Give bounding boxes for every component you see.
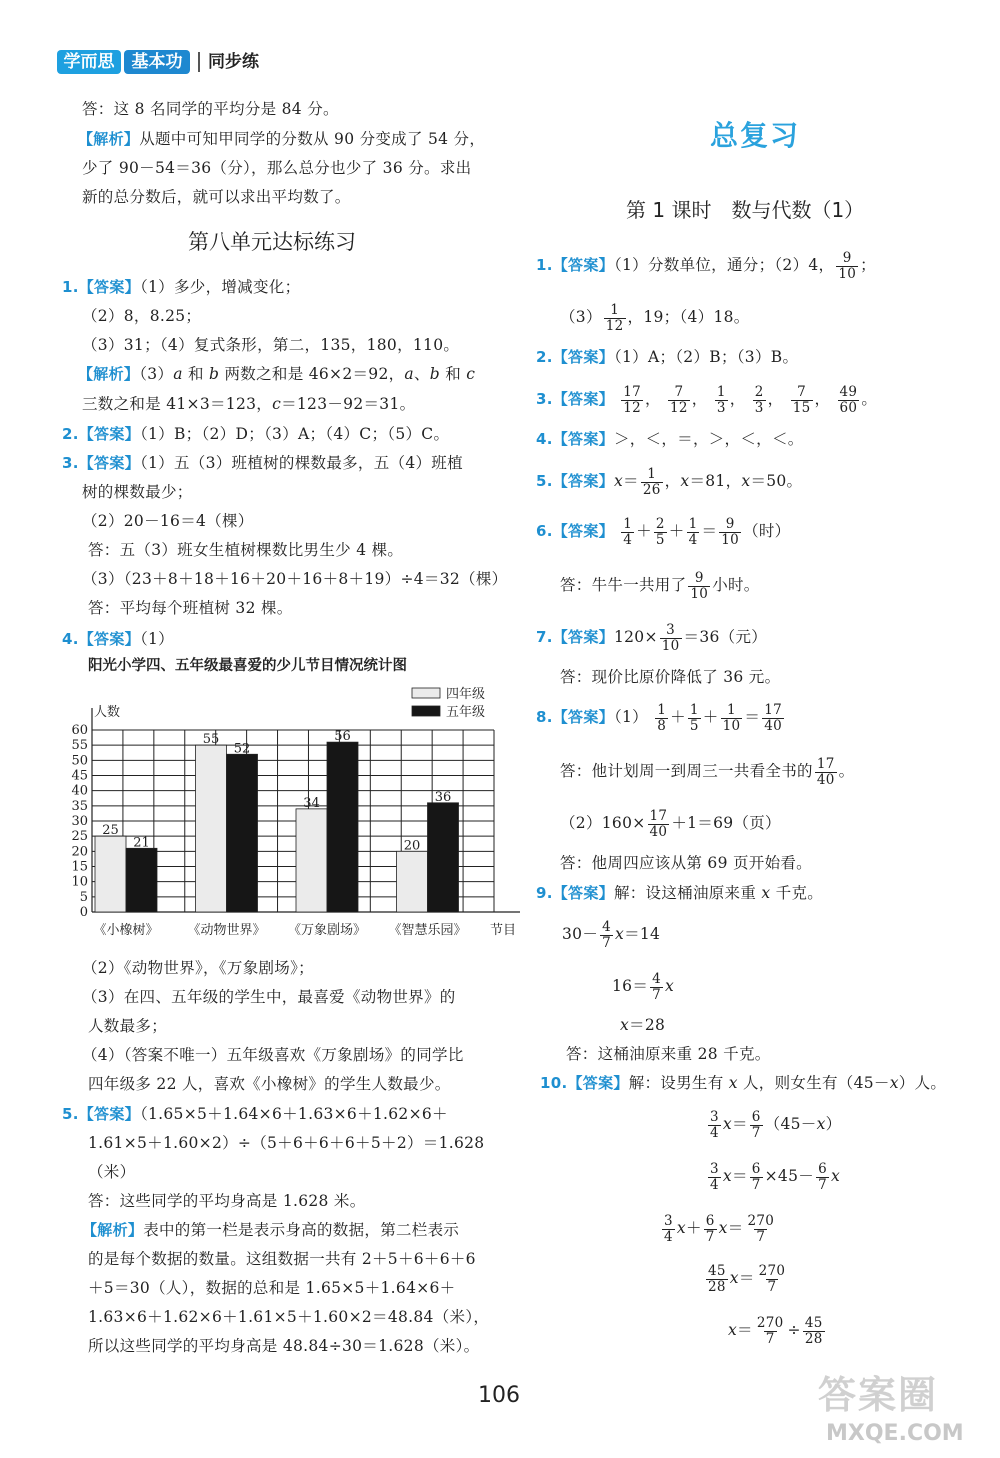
r-q7: 7.【答案】120× $\frac{3}{10}$ ＝36（元） — [536, 621, 768, 654]
bar-grade5 — [126, 848, 157, 912]
q4-line-5: （4）（答案不唯一）五年级喜欢《万象剧场》的同学比 — [82, 1046, 464, 1064]
y-tick-label: 40 — [71, 783, 88, 799]
q1-line-2: （2）8，8.25； — [82, 307, 202, 325]
q2-line-1: 2.【答案】（1）B；（2）D；（3）A；（4）C；（5）C。 — [62, 425, 450, 443]
y-tick-label: 10 — [71, 874, 88, 890]
y-tick-label: 20 — [71, 844, 88, 860]
brand-box-1: 学而思 — [57, 50, 121, 74]
bar-data-label: 21 — [133, 835, 150, 851]
y-tick-label: 5 — [79, 889, 88, 905]
q4-line-6: 四年级多 22 人，喜欢《小橡树》的学生人数最少。 — [88, 1075, 451, 1093]
x-category-label: 《小橡树》 — [93, 923, 159, 938]
q1-line-1: 1.【答案】（1）多少，增减变化； — [62, 278, 301, 296]
r-q6: 6.【答案】 $\frac{1}{4}$ ＋ $\frac{2}{5}$ ＋ $\frac{1}{4}$ ＝ $\frac{9}{10}$ （时） — [536, 515, 791, 548]
y-tick-label: 55 — [71, 738, 88, 754]
lesson-title: 第 1 课时 数与代数（1） — [626, 198, 865, 222]
bar-data-label: 25 — [102, 823, 119, 839]
intro-analysis-line-1: 【解析】从题中可知甲同学的分数从 90 分变成了 54 分， — [78, 130, 486, 148]
q5-analysis-1: 【解析】表中的第一栏是表示身高的数据，第二栏表示 — [82, 1221, 460, 1239]
q1-analysis-2: 三数之和是 41×3＝123，c＝123－92＝31。 — [82, 395, 416, 413]
y-tick-label: 45 — [71, 768, 88, 784]
legend-swatch — [412, 706, 440, 716]
r-q4: 4.【答案】＞，＜，＝，＞，＜，＜。 — [536, 430, 804, 448]
brand-box-2: 基本功 — [124, 50, 190, 74]
bar-data-label: 56 — [334, 729, 351, 745]
r-q3: 3.【答案】 $\frac{17}{12}$ ， $\frac{7}{12}$ ， $\frac{1}{3}$ ， $\frac{2}{3}$ ， $\frac{7}{15}$ ， $\frac{49}{60}$ 。 — [536, 383, 878, 416]
intro-answer: 答：这 8 名同学的平均分是 84 分。 — [82, 100, 339, 118]
q5-analysis-2: 的是每个数据的数量。这组数据一共有 2＋5＋6＋6＋6 — [88, 1250, 476, 1268]
q3-line-1: 3.【答案】（1）五（3）班植树的棵数最多，五（4）班植 — [62, 454, 463, 472]
r-q1-line-1: 1.【答案】（1）分数单位，通分；（2）4， $\frac{9}{10}$ ； — [536, 249, 876, 282]
q1-line-3: （3）31；（4）复式条形，第二，135，180，110。 — [82, 336, 460, 354]
legend-swatch — [412, 688, 440, 698]
r-q9-eq-2: 16＝ $\frac{4}{7}$ x — [612, 970, 675, 1003]
q4-line-2: （2）《动物世界》，《万象剧场》； — [82, 959, 314, 977]
watermark-logo: 答案圈 — [818, 1373, 939, 1417]
y-tick-label: 35 — [71, 798, 88, 814]
bar-chart — [60, 682, 530, 942]
q5-analysis-4: 1.63×6＋1.62×6＋1.61×5＋1.60×2＝48.84（米）， — [88, 1308, 490, 1326]
bar-grade4 — [296, 809, 327, 912]
chart-title: 阳光小学四、五年级最喜爱的少儿节目情况统计图 — [88, 658, 407, 674]
page-number: 106 — [478, 1383, 520, 1408]
legend-label: 四年级 — [446, 687, 486, 702]
r-q8-answer-2: 答：他周四应该从第 69 页开始看。 — [560, 854, 812, 872]
r-q10-eq-4: $\frac{45}{28}$ x＝ $\frac{270}{7}$ — [708, 1262, 786, 1295]
header-series-name: 同步练 — [208, 52, 259, 72]
bar-data-label: 52 — [233, 741, 251, 757]
y-tick-label: 50 — [71, 753, 88, 769]
header-divider — [198, 52, 200, 72]
r-q9-eq-3: x＝28 — [620, 1016, 666, 1034]
r-q8-line-2: （2）160× $\frac{17}{40}$ ＋1＝69（页） — [560, 807, 781, 840]
x-category-label: 《万象剧场》 — [287, 923, 367, 938]
r-q8-answer-1: 答：他计划周一到周三一共看全书的 $\frac{17}{40}$ 。 — [560, 755, 855, 788]
r-q9-answer: 答：这桶油原来重 28 千克。 — [566, 1045, 771, 1063]
r-q10-eq-3: $\frac{3}{4}$ x＋ $\frac{6}{7}$ x＝ $\frac{270}{7}$ — [664, 1212, 775, 1245]
y-axis-label: 人数 — [94, 705, 121, 720]
r-q10-eq-1: $\frac{3}{4}$ x＝ $\frac{6}{7}$ （45－x） — [710, 1108, 842, 1141]
bar-data-label: 20 — [403, 838, 421, 854]
y-tick-label: 60 — [71, 723, 88, 738]
analysis-tag: 【解析】 — [78, 130, 140, 148]
bar-data-label: 55 — [202, 732, 220, 748]
r-q9-eq-1: 30－ $\frac{4}{7}$ x＝14 — [562, 918, 661, 951]
r-q8-line-1: 8.【答案】（1） $\frac{1}{8}$ ＋ $\frac{1}{5}$ ＋ $\frac{1}{10}$ ＝ $\frac{17}{40}$ — [536, 701, 782, 734]
r-q10-eq-2: $\frac{3}{4}$ x＝ $\frac{6}{7}$ ×45－ $\frac{6}{7}$ x — [710, 1160, 840, 1193]
r-q2: 2.【答案】（1）A；（2）B；（3）B。 — [536, 348, 799, 366]
bar-grade5 — [327, 742, 358, 912]
y-tick-label: 15 — [71, 859, 88, 875]
bar-grade4 — [196, 745, 227, 912]
q3-line-4: 答：五（3）班女生植树棵数比男生少 4 棵。 — [88, 541, 404, 559]
bar-grade4 — [95, 836, 126, 912]
x-category-label: 《智慧乐园》 — [388, 923, 467, 938]
r-q5: 5.【答案】x＝ $\frac{1}{26}$ ，x＝81，x＝50。 — [536, 465, 803, 498]
x-category-label: 《动物世界》 — [187, 923, 266, 938]
q5-analysis-3: ＋5＝30（人），数据的总和是 1.65×5＋1.64×6＋ — [88, 1279, 456, 1297]
bar-data-label: 34 — [303, 795, 320, 811]
r-q7-answer: 答：现价比原价降低了 36 元。 — [560, 668, 781, 686]
q3-line-2: 树的棵数最少； — [82, 483, 193, 501]
y-tick-label: 30 — [71, 814, 88, 829]
q5-line-3: （米） — [88, 1163, 136, 1181]
q3-line-3: （2）20－16＝4（棵） — [82, 512, 254, 530]
unit-title: 第八单元达标练习 — [188, 230, 356, 254]
q5-line-2: 1.61×5＋1.60×2）÷（5＋6＋6＋6＋5＋2）＝1.628 — [88, 1134, 485, 1152]
y-tick-label: 0 — [79, 905, 88, 920]
r-q6-answer: 答：牛牛一共用了 $\frac{9}{10}$ 小时。 — [560, 569, 760, 602]
q4-line-4: 人数最多； — [88, 1017, 168, 1035]
intro-analysis-line-2: 少了 90－54＝36（分），那么总分也少了 36 分。求出 — [82, 159, 472, 177]
q4-line-1: 4.【答案】（1） — [62, 630, 174, 648]
watermark-url: MXQE.COM — [826, 1421, 964, 1446]
q5-line-1: 5.【答案】（1.65×5＋1.64×6＋1.63×6＋1.62×6＋ — [62, 1105, 448, 1123]
r-q10-line-1: 10.【答案】解：设男生有 x 人，则女生有（45－x）人。 — [540, 1074, 947, 1092]
r-q10-eq-5: x＝ $\frac{270}{7}$ ÷ $\frac{45}{28}$ — [728, 1314, 823, 1347]
q3-line-6: 答：平均每个班植树 32 棵。 — [88, 599, 293, 617]
section-title: 总复习 — [710, 119, 801, 152]
q4-line-3: （3）在四、五年级的学生中，最喜爱《动物世界》的 — [82, 988, 456, 1006]
x-axis-label: 节目 — [490, 923, 517, 938]
bar-grade5 — [227, 754, 258, 912]
r-q1-line-2: （3） $\frac{1}{12}$ ，19；（4）18。 — [560, 301, 750, 334]
y-tick-label: 25 — [71, 829, 88, 845]
q5-line-4: 答：这些同学的平均身高是 1.628 米。 — [88, 1192, 366, 1210]
r-q9-line-1: 9.【答案】解：设这桶油原来重 x 千克。 — [536, 884, 824, 902]
bar-data-label: 36 — [434, 789, 452, 805]
q3-line-5: （3）（23＋8＋18＋16＋20＋16＋8＋19）÷4＝32（棵） — [82, 570, 508, 588]
legend-label: 五年级 — [446, 705, 486, 720]
q5-analysis-5: 所以这些同学的平均身高是 48.84÷30＝1.628（米）。 — [88, 1337, 480, 1355]
intro-analysis-line-3: 新的总分数后，就可以求出平均数了。 — [82, 188, 351, 206]
bar-grade4 — [397, 851, 428, 912]
bar-grade5 — [428, 803, 459, 912]
q1-analysis-1: 【解析】（3）a 和 b 两数之和是 46×2＝92，a、b 和 c — [78, 365, 476, 383]
